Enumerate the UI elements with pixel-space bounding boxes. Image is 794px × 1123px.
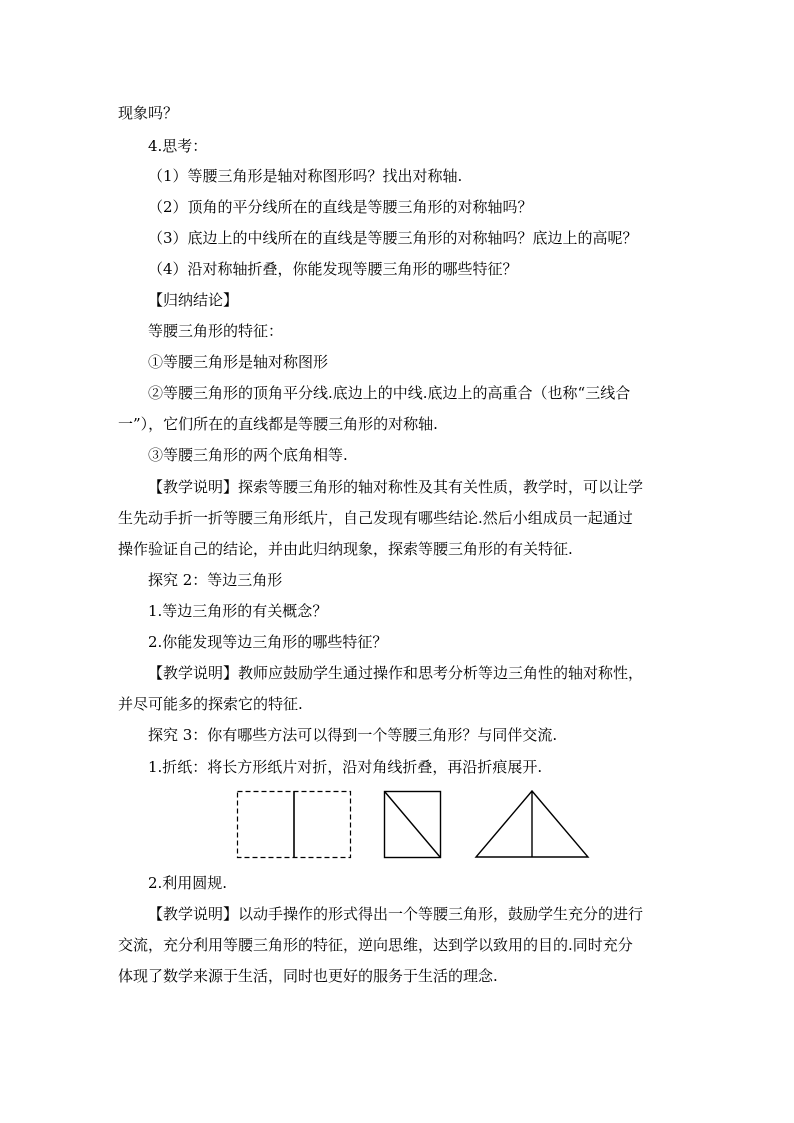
text-line: ①等腰三角形是轴对称图形	[148, 353, 329, 371]
text-line: （4）沿对称轴折叠，你能发现等腰三角形的哪些特征？	[148, 260, 518, 278]
text-line: 1.折纸：将长方形纸片对折，沿对角线折叠，再沿折痕展开.	[148, 758, 543, 776]
rectangle-diagonal-figure	[385, 792, 441, 858]
text-line: 2.利用圆规.	[148, 874, 228, 892]
text-line: 操作验证自己的结论，并由此归纳现象，探索等腰三角形的有关特征.	[118, 540, 573, 558]
text-line: 2.你能发现等边三角形的哪些特征？	[148, 633, 388, 651]
text-line: 探究 2：等边三角形	[148, 571, 283, 589]
teaching-note: 【教学说明】教师应鼓励学生通过操作和思考分析等边三角性的轴对称性，	[148, 664, 644, 682]
text-line: 一”），它们所在的直线都是等腰三角形的对称轴.	[118, 415, 438, 433]
text-line: 并尽可能多的探索它的特征.	[118, 695, 303, 713]
text-line: 探究 3：你有哪些方法可以得到一个等腰三角形？与同伴交流.	[148, 726, 558, 744]
section-heading: 【归纳结论】	[148, 291, 239, 309]
text-line: （3）底边上的中线所在的直线是等腰三角形的对称轴吗？底边上的高呢？	[148, 229, 638, 247]
text-line: ③等腰三角形的两个底角相等.	[148, 446, 348, 464]
teaching-note: 【教学说明】以动手操作的形式得出一个等腰三角形，鼓励学生充分的进行	[148, 905, 644, 923]
text-line: 现象吗？	[118, 104, 179, 122]
isosceles-triangle-figure	[476, 791, 588, 857]
text-line: 交流，充分利用等腰三角形的特征，逆向思维，达到学以致用的目的.同时充分	[118, 936, 633, 954]
text-line: 4.思考：	[148, 137, 208, 155]
text-line: ②等腰三角形的顶角平分线.底边上的中线.底边上的高重合（也称“三线合	[148, 384, 631, 402]
text-line: 体现了数学来源于生活，同时也更好的服务于生活的理念.	[118, 967, 498, 985]
text-line: 生先动手折一折等腰三角形纸片，自己发现有哪些结论.然后小组成员一起通过	[118, 509, 633, 527]
text-line: 等腰三角形的特征：	[148, 322, 284, 340]
text-line: 1.等边三角形的有关概念？	[148, 602, 328, 620]
text-line: （1）等腰三角形是轴对称图形吗？找出对称轴.	[148, 167, 463, 185]
dashed-rectangle-fold-figure	[238, 791, 351, 858]
text-line: （2）顶角的平分线所在的直线是等腰三角形的对称轴吗？	[148, 198, 533, 216]
teaching-note: 【教学说明】探索等腰三角形的轴对称性及其有关性质，教学时，可以让学	[148, 478, 644, 496]
diagonal-line	[385, 792, 440, 857]
